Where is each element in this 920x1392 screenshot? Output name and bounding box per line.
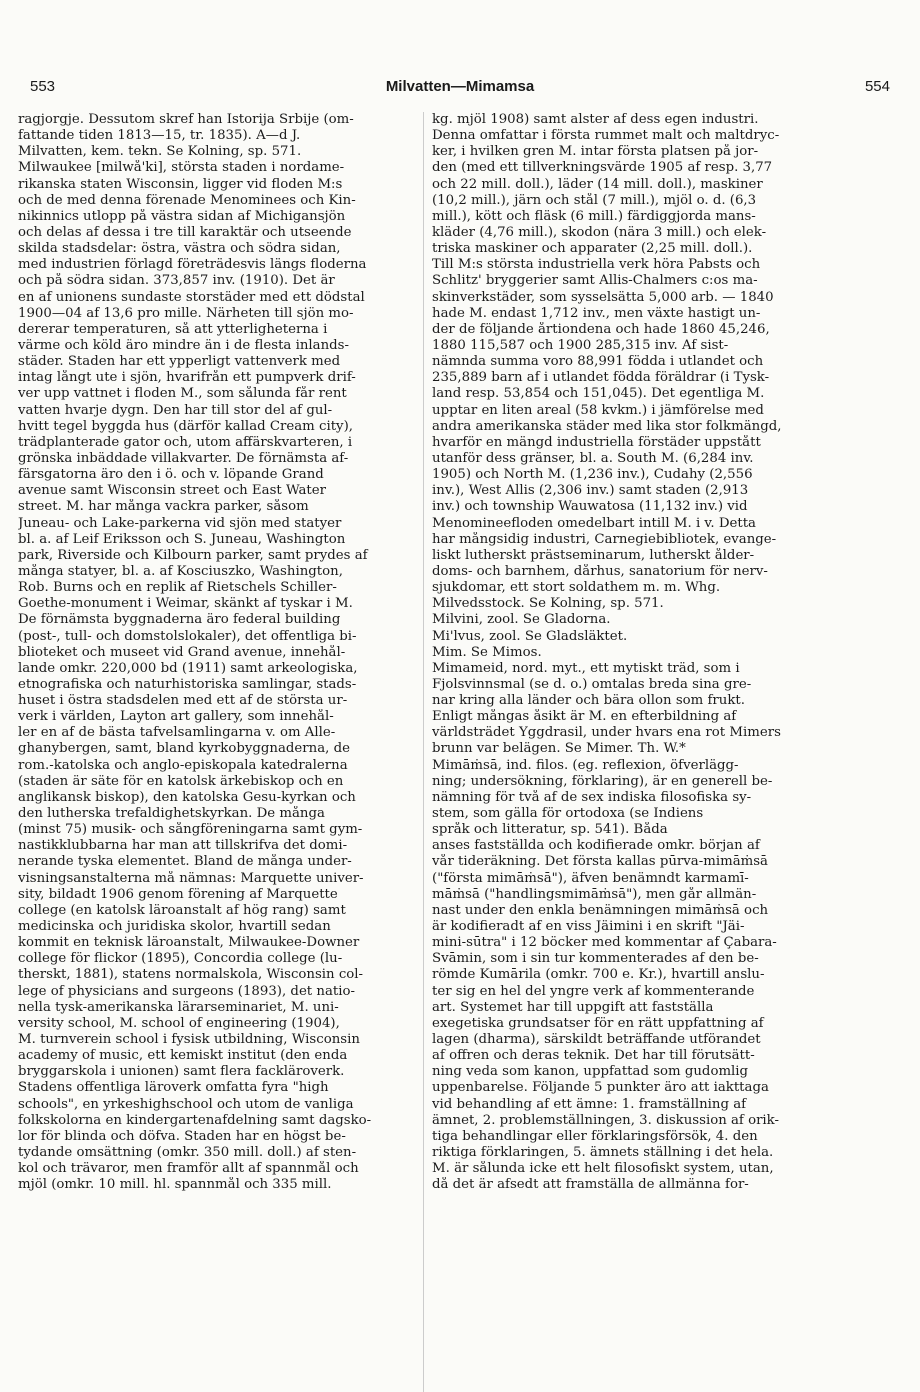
text-line: art. Systemet har till uppgift att fastställa [432,999,714,1015]
text-line: Rob. Burns och en replik af Rietschels Schiller- [18,580,337,596]
text-line: lagen (dharma), särskildt beträffande utförandet [432,1032,761,1048]
text-line: doms- och barnhem, dårhus, sanatorium för nerv- [432,563,768,579]
text-line: (10,2 mill.), järn och stål (7 mill.), mjöl o. d. (6,3 [432,192,757,208]
text-line: bryggarskola i unionen) samt flera fackläroverk. [18,1064,345,1080]
text-line: college (en katolsk läroanstalt af hög rang) samt [18,902,346,918]
text-line: ghanybergen, samt, bland kyrkobyggnaderna, de [18,741,350,757]
text-line: ver upp vattnet i floden M., som sålunda får rent [18,386,347,402]
text-line: visningsanstalterna må nämnas: Marquette univer- [18,870,364,886]
text-line: (post-, tull- och domstolslokaler), det offentliga bi- [18,628,357,644]
text-line: vatten hvarje dygn. Den har till stor del af gul- [18,402,333,418]
text-line: street. M. har många vackra parker, såsom [18,499,309,515]
text-line: Milvatten, kem. tekn. Se Kolning, sp. 571. [18,144,302,160]
text-line: verk i världen, Layton art gallery, som innehål- [18,709,334,725]
text-line: schools", en yrkeshighschool och utom de vanliga [18,1096,354,1112]
text-line: folkskolorna en kindergartenafdelning samt dagsko- [18,1112,372,1128]
text-line: och de med denna förenade Menominees och Kin- [18,192,356,208]
text-line: fattande tiden 1813—15, tr. 1835). A—d J. [18,128,301,144]
text-line: M. turnverein school i fysisk utbildning, Wisconsin [18,1032,360,1048]
text-line: har mångsidig industri, Carnegiebibliotek, evange- [432,531,777,547]
text-line: Juneau- och Lake-parkerna vid sjön med statyer [18,515,342,531]
text-line: inv.) och township Wauwatosa (11,132 inv.) vid [432,499,748,515]
text-line: den (med ett tillverkningsvärde 1905 af resp. 3,77 [432,160,773,176]
text-line: mini-sūtra" i 12 böcker med kommentar af Çabara- [432,935,777,951]
text-line: och på södra sidan. 373,857 inv. (1910). Det är [18,273,335,289]
text-line: Svāmin, som i sin tur kommenterades af den be- [432,951,759,967]
text-line: hvarför en mängd industriella förstäder uppstått [432,434,761,450]
text-line: anses fastställda och kodifierade omkr. början af [432,838,760,854]
text-line: nar kring alla länder och bära ollon som frukt. [432,693,745,709]
text-line: therskt, 1881), statens normalskola, Wisconsin col- [18,967,364,983]
text-line: exegetiska grundsatser för en rätt uppfattning af [432,1015,764,1031]
text-line: kläder (4,76 mill.), skodon (nära 3 mill.) och elek- [432,224,767,240]
text-line: många statyer, bl. a. af Kosciuszko, Washington, [18,563,343,579]
text-line: Milwaukee [milwå'ki], största staden i nordame- [18,160,345,176]
left-column [18,112,408,1193]
text-line: med industrien förlagd företrädesvis längs floderna [18,257,367,273]
text-line: Schlitz' bryggerier samt Allis-Chalmers c:os ma- [432,273,758,289]
text-line: ker, i hvilken gren M. intar första platsen på jor- [432,144,759,160]
text-line: hade M. endast 1,712 inv., men växte hastigt un- [432,305,761,321]
text-line: lor för blinda och döfva. Staden har en högst be- [18,1128,346,1144]
running-title: Milvatten—Mimamsa [385,78,535,95]
text-line: rom.-katolska och anglo-episkopala katedralerna [18,757,348,773]
text-line: blioteket och museet vid Grand avenue, innehål- [18,644,346,660]
text-line: ragjorgje. Dessutom skref han Istorija Srbije (om- [18,112,354,127]
right-column [432,112,812,1193]
page-header [30,78,890,100]
text-line: Denna omfattar i första rummet malt och maltdryc- [432,128,780,144]
text-line: anglikansk biskop), den katolska Gesu-kyrkan och [18,789,356,805]
text-line: ler en af de bästa tafvelsamlingarna v. om Alle- [18,725,336,741]
text-line: världsträdet Yggdrasil, under hvars ena rot Mimers [432,725,781,741]
text-line: 235,889 barn af i utlandet födda föräldrar (i Tysk- [432,370,770,386]
page-number-right: 554 [864,78,890,95]
text-line: mill.), kött och fläsk (6 mill.) färdiggjorda mans- [432,208,756,224]
text-line: och delas af dessa i tre till karaktär och utseende [18,224,352,240]
text-line: tydande omsättning (omkr. 350 mill. doll.) af sten- [18,1145,357,1160]
text-line: andra amerikanska städer med lika stor folkmängd, [432,418,782,434]
text-line: versity school, M. school of engineering (1904), [18,1015,340,1031]
text-line: mjöl (omkr. 10 mill. hl. spannmål och 335 mill. [18,1177,332,1193]
text-line: och 22 mill. doll.), läder (14 mill. doll.), maskiner [432,176,763,192]
text-line: academy of music, ett kemiskt institut (den enda [18,1048,348,1064]
text-line: Mimameid, nord. myt., ett mytiskt träd, som i [432,660,740,676]
text-line: då det är afsedt att framställa de allmänna for- [432,1177,749,1193]
text-line: kol och trävaror, men framför allt af spannmål och [18,1161,359,1177]
text-line: upptar en liten areal (58 kvkm.) i jämförelse med [432,402,764,418]
text-line: (staden är säte för en katolsk ärkebiskop och en [18,773,344,789]
text-line: skinverkstäder, som sysselsätta 5,000 arb. — 1840 [432,289,774,305]
text-line: ning veda som kanon, uppfattad som gudomlig [432,1064,749,1080]
text-line: 1905) och North M. (1,236 inv.), Cudahy (2,556 [432,467,753,483]
text-line: färsgatorna äro den i ö. och v. löpande Grand [18,467,324,483]
text-line: M. är sålunda icke ett helt filosofiskt system, utan, [432,1161,774,1177]
text-line: kommit en teknisk läroanstalt, Milwaukee-Downer [18,935,360,951]
text-line: är kodifieradt af en viss Jäimini i en skrift "Jäi- [432,919,745,935]
text-line: Menomineefloden omedelbart intill M. i v. Detta [432,515,756,531]
text-line: (minst 75) musik- och sångföreningarna samt gym- [18,822,363,838]
text-line: inv.), West Allis (2,306 inv.) samt staden (2,913 [432,483,749,499]
text-line: park, Riverside och Kilbourn parker, samt prydes af [18,547,368,563]
text-line: etnografiska och naturhistoriska samlingar, stads- [18,676,357,692]
text-line: hvitt tegel byggda hus (därför kallad Cream city), [18,418,353,434]
text-line: grönska inbäddade villakvarter. De förnämsta af- [18,450,349,466]
text-line: avenue samt Wisconsin street och East Water [18,483,326,499]
text-line: römde Kumārila (omkr. 700 e. Kr.), hvartill anslu- [432,967,765,983]
text-line: vid behandling af ett ämne: 1. framställning af [432,1096,747,1112]
column-divider [423,112,424,1392]
text-line: vår tideräkning. Det första kallas pūrva-mimāṁsā [432,854,768,870]
page-number-left: 553 [30,78,56,95]
text-line: lege of physicians and surgeons (1893), det natio- [18,983,355,999]
text-line: 1880 115,587 och 1900 285,315 inv. Af sist- [432,337,729,353]
text-line: nämnda summa voro 88,991 födda i utlandet och [432,354,764,370]
text-line: rikanska staten Wisconsin, ligger vid floden M:s [18,176,343,192]
text-line: stem, som gälla för ortodoxa (se Indiens [432,806,704,822]
text-line: nerande tyska elementet. Bland de många under- [18,854,352,870]
text-line: Milvini, zool. Se Gladorna. [432,612,611,628]
text-line: utanför dess gränser, bl. a. South M. (6,284 inv. [432,450,754,466]
text-line: dererar temperaturen, så att ytterligheterna i [18,321,328,337]
text-line: kg. mjöl 1908) samt alster af dess egen industri. [432,112,759,127]
text-line: nikinnics utlopp på västra sidan af Michigansjön [18,208,346,224]
text-line: Milvedsstock. Se Kolning, sp. 571. [432,596,664,612]
text-line: bl. a. af Leif Eriksson och S. Juneau, Washington [18,531,346,547]
text-line: skilda stadsdelar: östra, västra och södra sidan, [18,241,341,257]
text-line: nastikklubbarna har man att tillskrifva det domi- [18,838,348,854]
text-line: lande omkr. 220,000 bd (1911) samt arkeologiska, [18,660,358,676]
text-line: māṁsā ("handlingsmimāṁsā"), men går allmän- [432,886,757,902]
text-line: medicinska och juridiska skolor, hvartill sedan [18,919,331,935]
text-line: Stadens offentliga läroverk omfatta fyra "high [18,1080,329,1096]
text-line: sity, bildadt 1906 genom förening af Marquette [18,886,338,902]
text-line: nella tysk-amerikanska lärarseminariet, M. uni- [18,999,339,1015]
text-line: nast under den enkla benämningen mimāṁsā och [432,902,769,918]
text-line: språk och litteratur, sp. 541). Båda [432,822,668,838]
text-line: 1900—04 af 13,6 pro mille. Närheten till sjön mo- [18,305,354,321]
text-line: ("första mimāṁsā"), äfven benämndt karmamī- [432,870,749,886]
text-line: nämning för två af de sex indiska filosofiska sy- [432,789,752,805]
text-line: college för flickor (1895), Concordia college (lu- [18,951,343,967]
text-line: riktiga förklaringen, 5. ämnets ställning i det hela. [432,1145,774,1160]
text-line: uppenbarelse. Följande 5 punkter äro att iakttaga [432,1080,769,1096]
text-line: brunn var belägen. Se Mimer. Th. W.* [432,741,686,757]
text-line: trädplanterade gator och, utom affärskvarteren, i [18,434,353,450]
text-line: Fjolsvinnsmal (se d. o.) omtalas breda sina gre- [432,676,752,692]
text-line: Mi'lvus, zool. Se Gladsläktet. [432,628,628,644]
text-line: Goethe-monument i Weimar, skänkt af tyskar i M. [18,596,353,612]
text-line: liskt lutherskt prästseminarum, lutherskt ålder- [432,547,755,563]
text-line: ter sig en hel del yngre verk af kommenterande [432,983,755,999]
text-line: land resp. 53,854 och 151,045). Det egentliga M. [432,386,765,402]
text-line: huset i östra stadsdelen med ett af de största ur- [18,693,348,709]
text-line: ämnet, 2. problemställningen, 3. diskussion af orik- [432,1112,779,1128]
text-line: Mim. Se Mimos. [432,644,542,660]
text-line: sjukdomar, ett stort soldathem m. m. Whg. [432,580,721,596]
text-line: städer. Staden har ett ypperligt vattenverk med [18,354,341,370]
text-line: ning; undersökning, förklaring), är en generell be- [432,773,773,789]
text-line: den lutherska trefaldighetskyrkan. De många [18,806,325,822]
text-line: Enligt mångas åsikt är M. en efterbildning af [432,709,737,725]
text-line: tiga behandlingar eller förklaringsförsök, 4. den [432,1128,758,1144]
text-line: en af unionens sundaste storstäder med ett dödstal [18,289,365,305]
text-line: De förnämsta byggnaderna äro federal building [18,612,341,628]
text-line: intag långt ute i sjön, hvarifrån ett pumpverk drif- [18,370,356,386]
text-line: af offren och deras teknik. Det har till förutsätt- [432,1048,755,1064]
text-line: Mimāṁsā, ind. filos. (eg. reflexion, öfverlägg- [432,757,739,773]
text-line: Till M:s största industriella verk höra Pabsts och [432,257,761,273]
text-line: triska maskiner och apparater (2,25 mill. doll.). [432,241,753,257]
text-line: der de följande årtiondena och hade 1860 45,246, [432,321,770,337]
text-line: värme och köld äro mindre än i de flesta inlands- [18,337,349,353]
